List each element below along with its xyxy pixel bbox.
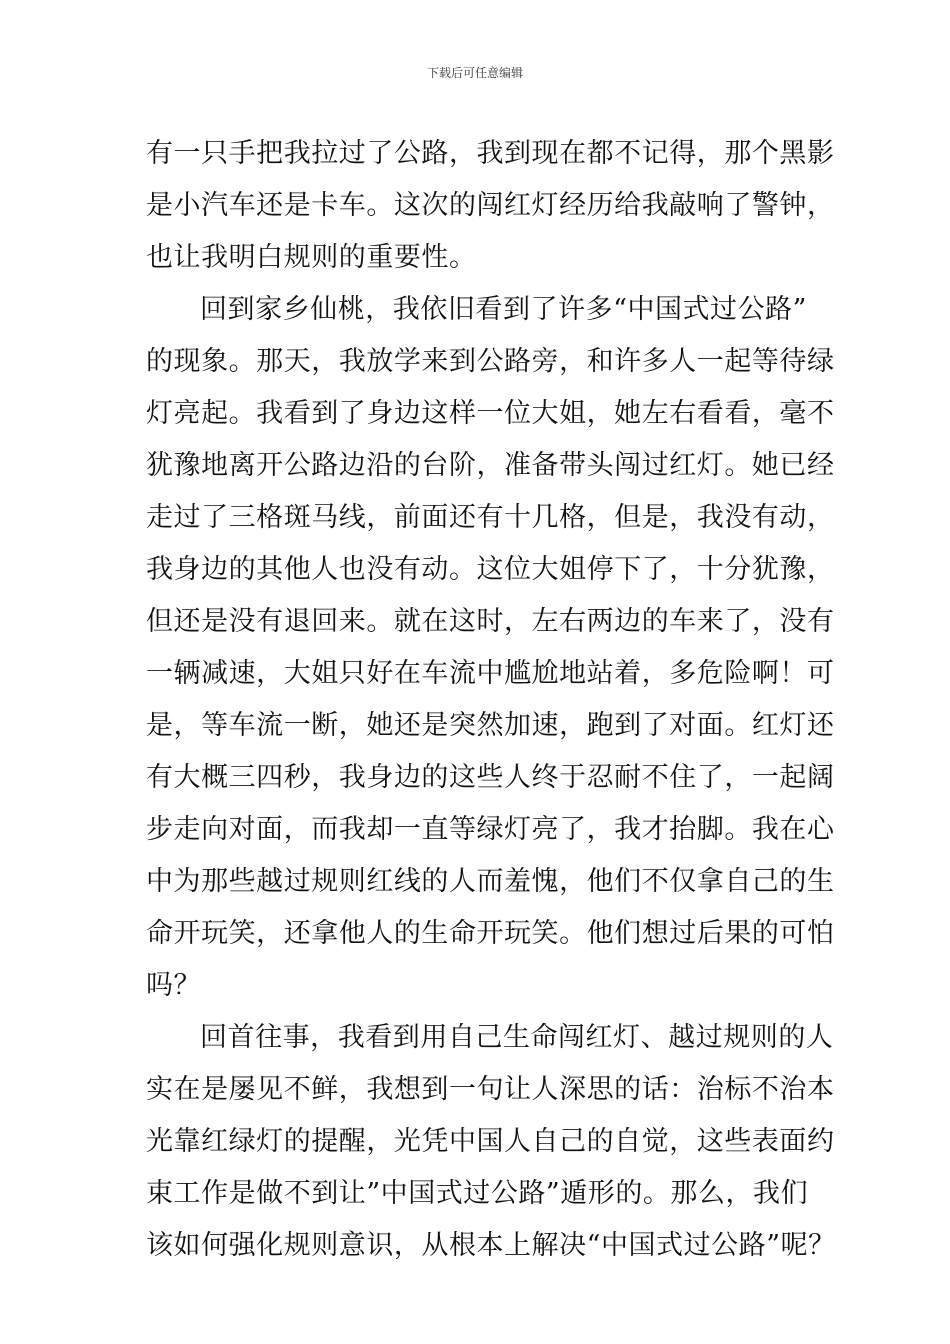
text-line: 光靠红绿灯的提醒，光凭中国人自己的自觉，这些表面约 xyxy=(146,1126,835,1157)
paragraph-start-line: 回到家乡仙桃，我依旧看到了许多“中国式过公路” xyxy=(200,294,808,325)
text-line: 吗？ xyxy=(146,970,202,1001)
text-line: 的现象。那天，我放学来到公路旁，和许多人一起等待绿 xyxy=(146,346,835,377)
text-line: 束工作是做不到让”中国式过公路”遁形的。那么，我们 xyxy=(146,1178,809,1209)
text-line: 命开玩笑，还拿他人的生命开玩笑。他们想过后果的可怕 xyxy=(146,918,835,949)
paragraph-start-line: 回首往事，我看到用自己生命闯红灯、越过规则的人 xyxy=(200,1022,834,1053)
text-line: 中为那些越过规则红线的人而羞愧，他们不仅拿自己的生 xyxy=(146,866,835,897)
text-line: 走过了三格斑马线，前面还有十几格，但是，我没有动， xyxy=(146,502,835,533)
text-line: 也让我明白规则的重要性。 xyxy=(146,242,477,273)
text-line: 我身边的其他人也没有动。这位大姐停下了，十分犹豫， xyxy=(146,554,835,585)
text-line: 有大概三四秒，我身边的这些人终于忍耐不住了，一起阔 xyxy=(146,762,835,793)
text-line: 犹豫地离开公路边沿的台阶，准备带头闯过红灯。她已经 xyxy=(146,450,835,481)
body-text xyxy=(146,128,836,1272)
text-line: 步走向对面，而我却一直等绿灯亮了，我才抬脚。我在心 xyxy=(146,814,835,845)
text-line: 是小汽车还是卡车。这次的闯红灯经历给我敲响了警钟， xyxy=(146,190,835,221)
page-header: 下载后可任意编辑 xyxy=(426,66,523,80)
text-line: 该如何强化规则意识，从根本上解决“中国式过公路”呢？ xyxy=(146,1230,836,1261)
text-line: 是，等车流一断，她还是突然加速，跑到了对面。红灯还 xyxy=(146,710,835,741)
text-line: 实在是屡见不鲜，我想到一句让人深思的话：治标不治本 xyxy=(146,1074,835,1105)
text-line: 但还是没有退回来。就在这时，左右两边的车来了，没有 xyxy=(146,606,835,637)
text-line: 灯亮起。我看到了身边这样一位大姐，她左右看看，毫不 xyxy=(146,398,835,429)
text-line: 一辆减速，大姐只好在车流中尴尬地站着，多危险啊！可 xyxy=(146,658,835,689)
text-line: 有一只手把我拉过了公路，我到现在都不记得，那个黑影 xyxy=(146,138,835,169)
